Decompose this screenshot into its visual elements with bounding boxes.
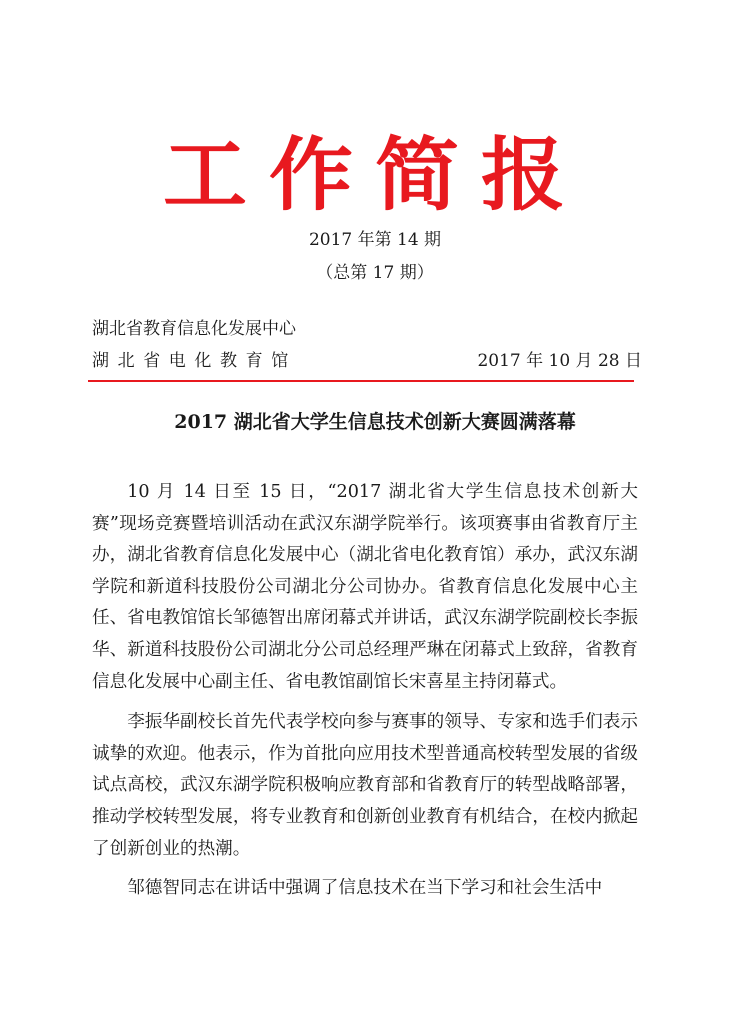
issue-number: 2017 年第 14 期 <box>308 230 442 250</box>
issue-total-number: （总第 17 期） <box>316 263 434 283</box>
article-headline: 2017 湖北省大学生信息技术创新大赛圆满落幕 <box>174 411 576 433</box>
publisher-org-primary: 湖北省教育信息化发展中心 <box>92 319 296 339</box>
publish-date: 2017 年 10 月 28 日 <box>477 351 642 371</box>
article-paragraph: 李振华副校长首先代表学校向参与赛事的领导、专家和选手们表示诚挚的欢迎。他表示，作为首批向应用技术型普通高校转型发展的省级试点高校，武汉东湖学院积极响应教育部和省教育厅的转型战略部署，推动学校转型发展，将专业教育和创新创业教育有机结合，在校内掀起了创新创业的热潮。 <box>92 712 638 859</box>
publisher-org-secondary: 湖北省电化教育馆 <box>92 351 297 371</box>
masthead-title: 工作简报 <box>162 127 587 222</box>
article-paragraph: 10 月 14 日至 15 日，“2017 湖北省大学生信息技术创新大赛”现场竞赛暨培训活动在武汉东湖学院举行。该项赛事由省教育厅主办，湖北省教育信息化发展中心（湖北省电化教育馆）承办，武汉东湖学院和新道科技股份公司湖北分公司协办。省教育信息化发展中心主任、省电教馆馆长邹德智出席闭幕式并讲话，武汉东湖学院副校长李振华、新道科技股份公司湖北分公司总经理严琳在闭幕式上致辞，省教育信息化发展中心副主任、省电教馆副馆长宋喜星主持闭幕式。 <box>92 482 638 692</box>
red-divider <box>88 380 634 382</box>
article-paragraph: 邹德智同志在讲话中强调了信息技术在当下学习和社会生活中 <box>127 878 603 899</box>
article-body <box>92 477 638 905</box>
